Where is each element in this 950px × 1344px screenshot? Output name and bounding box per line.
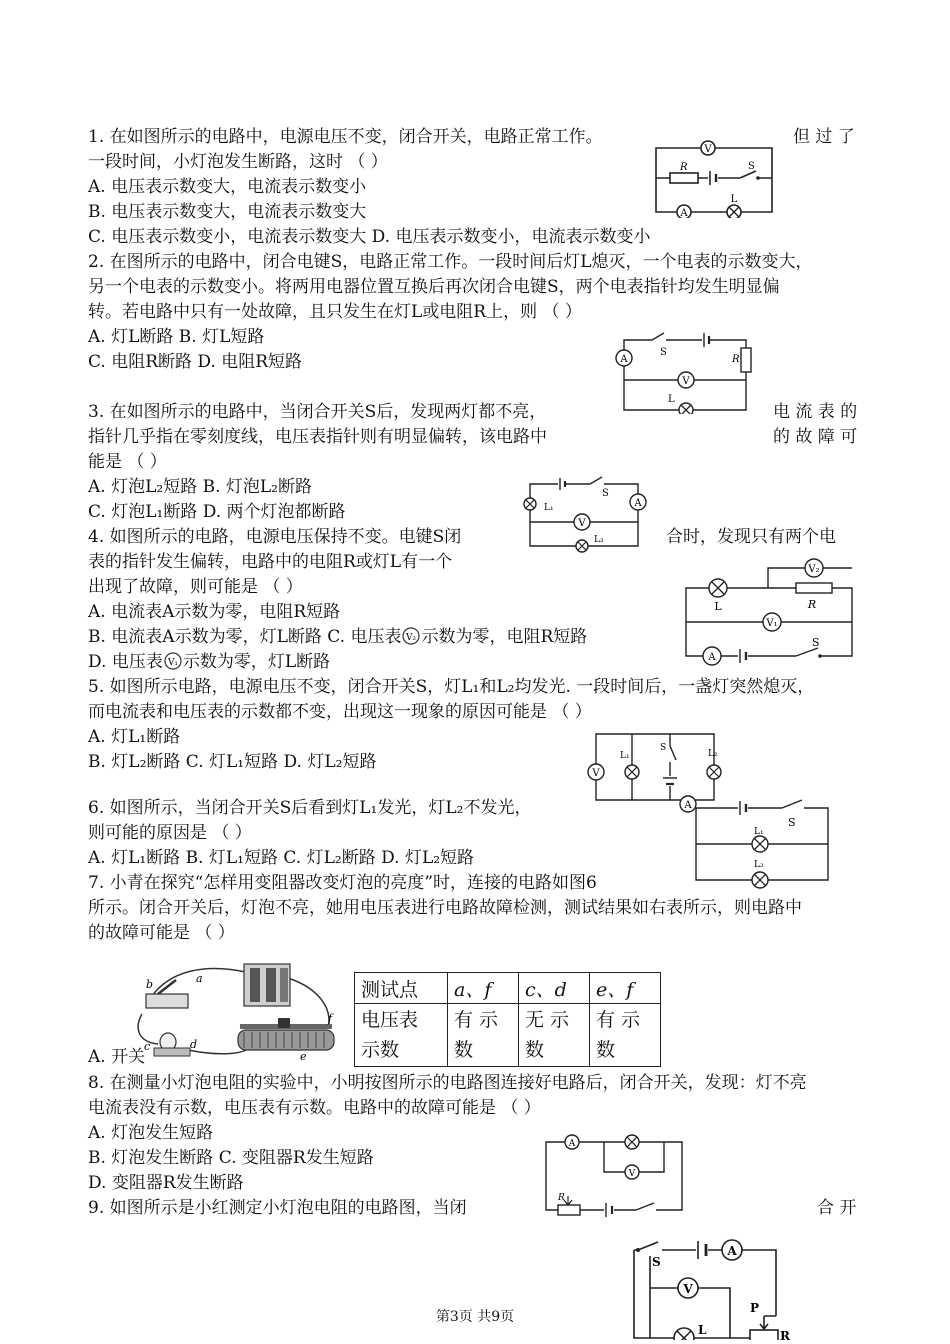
q4-fig-l: L	[714, 600, 722, 613]
q4-option-bc-part1: B. 电流表A示数为零，灯L断路 C. 电压表	[88, 627, 402, 647]
q7-photo-a: a	[196, 972, 203, 985]
q2-fig-s: S	[660, 347, 667, 358]
q1-fig-s: S	[748, 161, 755, 172]
q3-option-cd: C. 灯泡L₁断路 D. 两个灯泡都断路	[88, 502, 346, 522]
q4-stem-line1-tail: 合时，发现只有两个电	[666, 527, 836, 547]
q1-option-b: B. 电压表示数变大，电流表示数变大	[88, 202, 367, 222]
q5-option-bcd: B. 灯L₂断路 C. 灯L₁短路 D. 灯L₂短路	[88, 752, 377, 772]
q6-fig-s: S	[788, 816, 796, 829]
q8-fig-a: A	[568, 1139, 576, 1149]
q2-option-ab: A. 灯L断路 B. 灯L短路	[88, 327, 265, 347]
q1-circuit-diagram	[650, 138, 780, 218]
q4-stem-line1: 4. 如图所示的电路，电源电压保持不变。电键S闭	[88, 527, 462, 547]
page-footer: 第3页 共9页	[435, 1309, 515, 1325]
q7-stem-line2: 所示。闭合开关后，灯泡不亮，她用电压表进行电路故障检测，测试结果如右表所示，则电路中	[88, 898, 802, 918]
q2-circuit-diagram	[606, 328, 756, 414]
q7-table-header-3: e、f	[590, 973, 661, 1004]
q8-fig-v: V	[628, 1169, 636, 1179]
q5-stem-line2: 而电流表和电压表的示数都不变，出现这一现象的原因可能是 （ ）	[88, 702, 592, 722]
q9-stem-line1-tail: 合 开	[817, 1198, 857, 1218]
q1-option-cd: C. 电压表示数变小，电流表示数变大 D. 电压表示数变小，电流表示数变小	[88, 227, 651, 247]
q1-stem-line1-tail: 但 过 了	[793, 127, 855, 147]
q9-fig-s: S	[652, 1255, 661, 1269]
q1-stem-line2: 一段时间，小灯泡发生断路，这时 （ ）	[88, 152, 388, 172]
q7-photo-b: b	[146, 978, 154, 991]
q4-option-bc-part2: 示数为零，电阻R短路	[421, 627, 588, 647]
voltmeter-v2-icon	[401, 627, 421, 645]
q7-test-table	[354, 972, 661, 1067]
q2-fig-l: L	[668, 394, 675, 405]
q4-circuit-diagram	[678, 558, 858, 668]
q6-fig-l1: L₁	[754, 827, 764, 837]
q2-fig-r: R	[732, 354, 740, 365]
q5-stem-line1: 5. 如图所示电路，电源电压不变，闭合开关S，灯L₁和L₂均发光. 一段时间后，一盏灯突然熄灭，	[88, 677, 815, 697]
q9-fig-r: R	[780, 1329, 790, 1340]
q8-circuit-diagram	[540, 1130, 690, 1222]
q1-fig-a: A	[680, 208, 688, 218]
q2-fig-a: A	[620, 354, 628, 365]
q3-fig-l1: L₁	[544, 503, 554, 513]
q6-fig-l2: L₂	[754, 860, 764, 870]
q1-fig-l: L	[730, 194, 738, 205]
q7-photo-d: d	[190, 1038, 198, 1051]
q5-fig-s: S	[660, 743, 667, 753]
q4-inline-v2: V₂	[406, 633, 417, 643]
q4-fig-v2: V₂	[808, 564, 820, 575]
q4-option-bc	[88, 626, 587, 648]
q7-table-row-head-2: 示数	[361, 1039, 400, 1061]
q4-fig-v1: V₁	[766, 618, 778, 629]
q3-fig-v: V	[578, 518, 586, 529]
q5-fig-v: V	[592, 768, 600, 779]
q4-stem-line2: 表的指针发生偏转，电路中的电阻R或灯L有一个	[88, 552, 453, 572]
q1-fig-r: R	[680, 162, 688, 173]
q1-option-a: A. 电压表示数变大，电流表示数变小	[88, 177, 367, 197]
q2-fig-v: V	[682, 376, 690, 387]
q7-photo-c: c	[144, 1040, 151, 1053]
q7-photo-f: f	[328, 1012, 333, 1025]
q8-fig-r: R	[558, 1193, 565, 1203]
q4-fig-r: R	[807, 598, 817, 611]
q9-fig-l: L	[698, 1323, 707, 1337]
q7-table-header-2: c、d	[519, 973, 590, 1004]
q3-fig-l2: L₂	[594, 535, 604, 545]
q7-table-cell-af: 有 示 数	[448, 1004, 519, 1067]
q6-options: A. 灯L₁断路 B. 灯L₁短路 C. 灯L₂断路 D. 灯L₂短路	[88, 848, 475, 868]
q7-table-cell-ef: 有 示 数	[590, 1004, 661, 1067]
q1-stem-line1: 1. 在如图所示的电路中，电源电压不变，闭合开关，电路正常工作。	[88, 127, 603, 147]
q2-stem-line2: 另一个电表的示数变小。将两用电器位置互换后再次闭合电键S，两个电表指针均发生明显偏	[88, 277, 780, 297]
q6-circuit-diagram	[676, 792, 836, 892]
q2-option-cd: C. 电阻R断路 D. 电阻R短路	[88, 352, 303, 372]
q8-stem-line2: 电流表没有示数，电压表有示数。电路中的故障可能是 （ ）	[88, 1098, 541, 1118]
q9-fig-p: P	[750, 1301, 760, 1315]
q5-fig-l1: L₁	[620, 751, 630, 761]
q4-inline-v1: V₁	[167, 658, 178, 668]
q7-stem-line1: 7. 小青在探究“怎样用变阻器改变灯泡的亮度”时，连接的电路如图6	[88, 873, 597, 893]
q3-circuit-diagram	[520, 474, 660, 554]
q8-stem-line1: 8. 在测量小灯泡电阻的实验中，小明按图所示的电路图连接好电路后，闭合开关，发现：灯不亮	[88, 1073, 807, 1093]
q3-stem-line2: 指针几乎指在零刻度线，电压表指针则有明显偏转，该电路中	[88, 427, 547, 447]
q2-stem-line3: 转。若电路中只有一处故障，且只发生在灯L或电阻R上，则 （ ）	[88, 302, 582, 322]
q4-fig-a: A	[708, 652, 716, 663]
q7-table-header-0: 测试点	[355, 973, 448, 1004]
q4-option-d-part2: 示数为零，灯L断路	[182, 652, 331, 672]
q7-table-row-head-1: 电压表	[361, 1009, 419, 1031]
q2-stem-line1: 2. 在图所示的电路中，闭合电键S，电路正常工作。一段时间后灯L熄灭，一个电表的示数变大，	[88, 252, 813, 272]
q1-fig-v: V	[704, 144, 712, 155]
q7-circuit-photo	[128, 958, 350, 1062]
q3-stem-line3: 能是 （ ）	[88, 452, 167, 472]
q6-fig-a: A	[684, 800, 692, 811]
q3-fig-a: A	[634, 498, 642, 509]
q9-stem-line1: 9. 如图所示是小红测定小灯泡电阻的电路图，当闭	[88, 1198, 467, 1218]
q9-fig-v: V	[683, 1282, 693, 1296]
q3-stem-line1-tail: 电 流 表 的	[773, 402, 858, 422]
q7-table-cell-cd: 无 示 数	[519, 1004, 590, 1067]
q6-stem-line1: 6. 如图所示，当闭合开关S后看到灯L₁发光，灯L₂不发光，	[88, 798, 532, 818]
q7-option-partial: A. 开关	[88, 1047, 146, 1067]
q3-stem-line2-tail: 的 故 障 可	[773, 427, 858, 447]
voltmeter-v1-icon	[163, 652, 183, 670]
q8-option-a: A. 灯泡发生短路	[88, 1123, 214, 1143]
q4-stem-line3: 出现了故障，则可能是 （ ）	[88, 577, 303, 597]
q4-option-a: A. 电流表A示数为零，电阻R短路	[88, 602, 341, 622]
q7-stem-line3: 的故障可能是 （ ）	[88, 923, 235, 943]
q6-stem-line2: 则可能的原因是 （ ）	[88, 823, 252, 843]
q3-option-ab: A. 灯泡L₂短路 B. 灯泡L₂断路	[88, 477, 312, 497]
q4-option-d	[88, 651, 330, 673]
q3-fig-s: S	[602, 488, 609, 499]
q4-fig-s: S	[812, 636, 820, 649]
q7-photo-e: e	[300, 1050, 307, 1062]
q3-stem-line1: 3. 在如图所示的电路中，当闭合开关S后，发现两灯都不亮，	[88, 402, 547, 422]
q9-fig-a: A	[727, 1244, 737, 1258]
q7-table-header-1: a、f	[448, 973, 519, 1004]
q4-option-d-part1: D. 电压表	[88, 652, 163, 672]
q5-option-a: A. 灯L₁断路	[88, 727, 181, 747]
q8-option-d: D. 变阻器R发生断路	[88, 1173, 244, 1193]
q8-option-bc: B. 灯泡发生断路 C. 变阻器R发生短路	[88, 1148, 374, 1168]
q7-table-row-head	[355, 1004, 448, 1067]
q5-fig-l2: L₂	[708, 749, 718, 759]
